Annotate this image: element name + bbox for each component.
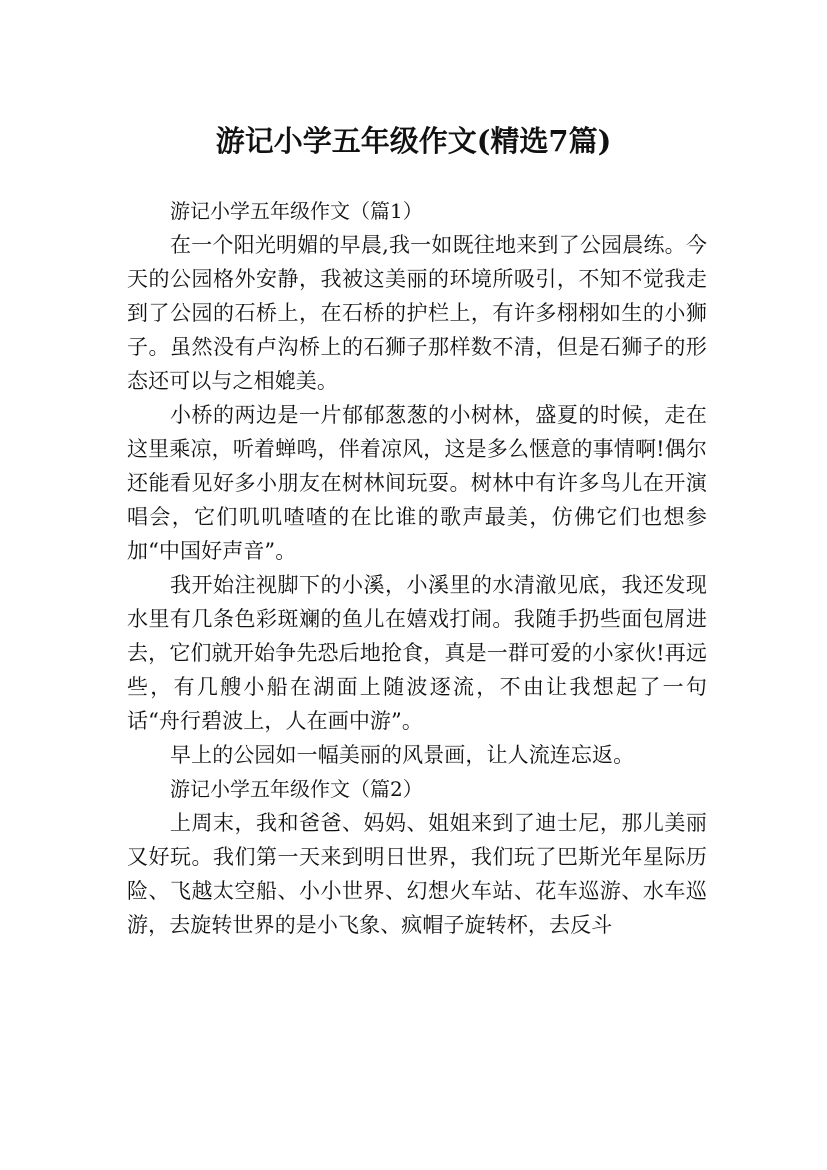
document-body (127, 194, 707, 942)
paragraph: 上周末，我和爸爸、妈妈、姐姐来到了迪士尼，那儿美丽又好玩。我们第一天来到明日世界，我们玩了巴斯光年星际历险、飞越太空船、小小世界、幻想火车站、花车巡游、水车巡游，去旋转世界的是小飞象、疯帽子旋转杯，去反斗 (127, 811, 707, 937)
paragraph: 早上的公园如一幅美丽的风景画，让人流连忘返。 (170, 743, 635, 767)
paragraph: 在一个阳光明媚的早晨,我一如既往地来到了公园晨练。今天的公园格外安静，我被这美丽的环境所吸引，不知不觉我走到了公园的石桥上，在石桥的护栏上，有许多栩栩如生的小狮子。虽然没有卢沟桥上的石狮子那样数不清，但是石狮子的形态还可以与之相媲美。 (127, 233, 707, 393)
paragraph: 我开始注视脚下的小溪，小溪里的水清澈见底，我还发现水里有几条色彩斑斓的鱼儿在嬉戏打闹。我随手扔些面包屑进去，它们就开始争先恐后地抢食，真是一群可爱的小家伙!再远些，有几艘小船在湖面上随波逐流，不由让我想起了一句话“舟行碧波上，人在画中游”。 (127, 573, 707, 733)
document-title: 游记小学五年级作文(精选7篇) (215, 124, 612, 159)
section-heading: 游记小学五年级作文（篇2） (170, 777, 423, 801)
section-heading: 游记小学五年级作文（篇1） (170, 199, 423, 223)
paragraph: 小桥的两边是一片郁郁葱葱的小树林，盛夏的时候，走在这里乘凉，听着蝉鸣，伴着凉风，这是多么惬意的事情啊!偶尔还能看见好多小朋友在树林间玩耍。树林中有许多鸟儿在开演唱会，它们叽叽喳喳的在比谁的歌声最美，仿佛它们也想参加“中国好声音”。 (127, 403, 707, 563)
